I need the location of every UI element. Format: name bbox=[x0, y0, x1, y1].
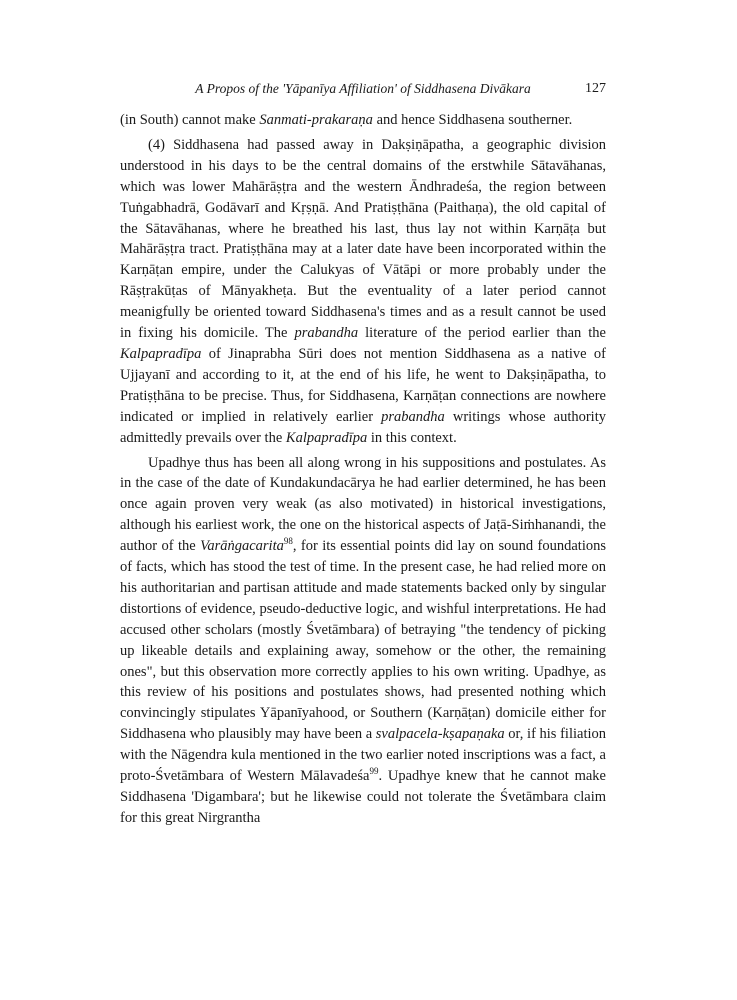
text-run: literature of the period earlier than the bbox=[358, 325, 606, 342]
book-page bbox=[120, 78, 606, 833]
running-header bbox=[120, 78, 606, 100]
italic-term: Kalpapradīpa bbox=[120, 345, 202, 362]
body-text bbox=[120, 110, 606, 829]
page-number: 127 bbox=[585, 81, 606, 96]
italic-term: Varāṅgacarita bbox=[200, 538, 284, 555]
text-run: (4) Siddhasena had passed away in Dakṣiṇāpatha, a geographic division understood in his days to be the central domains of the erstwhile Sātavāhanas, which was lower Mahārāṣṭra and the western Āndhradeśa, the region between Tuṅgabhadrā, Godāvarī and Kṛṣṇā. And Pratiṣṭhāna (Paithaṇa), the old capital of the Sātavāhanas, where he breathed his last, thus lay not within Karṇāṭa but Mahārāṣṭra tract. Pratiṣṭhāna may at a later date have been incorporated within the Karṇāṭan empire, under the Calukyas of Vātāpi or more probably under the Rāṣṭrakūṭas of Mānyakheṭa. But the eventuality of a later period cannot meanigfully be oriented toward Siddhasena's times and as a result cannot be used in fixing his domicile. The bbox=[120, 136, 606, 342]
footnote-ref: 99 bbox=[369, 766, 379, 777]
text-run: Upadhye thus has been all along wrong in his suppositions and postulates. As in the case of the date of Kundakundacārya he had earlier determined, he has been once again proven very weak (as also motivated) in historical investigations, although his earliest work, the one on the historical aspects of Jaṭā-Siṁhanandi, the author of the bbox=[120, 454, 606, 555]
text-run: in this context. bbox=[367, 429, 457, 446]
text-run: . Upadhye knew that he cannot make Siddhasena 'Digambara'; but he likewise could not tolerate the Śvetāmbara claim for this great Nirgrantha bbox=[120, 768, 606, 826]
italic-term: svalpacela-kṣapaṇaka bbox=[375, 726, 505, 743]
text-run: of Jinaprabha Sūri does not mention Siddhasena as a native of Ujjayanī and according to it, at the end of his life, he went to Dakṣiṇāpatha, to Pratiṣṭhāna to be precise. Thus, for Siddhasena, Karṇāṭan connections are nowhere indicated or implied in relatively earlier bbox=[120, 345, 606, 425]
text-run: and hence Siddhasena southerner. bbox=[372, 112, 573, 128]
italic-term: prabandha bbox=[294, 325, 359, 342]
running-title: A Propos of the 'Yāpanīya Affiliation' of Siddhasena Divākara bbox=[195, 81, 531, 96]
italic-term: Sanmati-prakaraṇa bbox=[259, 112, 373, 128]
text-run: writings whose authority admittedly prevails over the bbox=[120, 408, 606, 446]
paragraph bbox=[120, 135, 606, 449]
text-run: , for its essential points did lay on sound foundations of facts, which has stood the test of time. In the present case, he had relied more on his authoritarian and partisan attitude and made statements backed only by singular distortions of evidence, pseudo-deductive logic, and wishful interpretations. He had accused other scholars (mostly Śvetāmbara) of betraying "the tendency of picking up likeable details and explaining away, somehow or the other, the remaining ones", but this observation more correctly applies to his own writing. Upadhye, as this review of his positions and postulates shows, had presented nothing which convincingly stipulates Yāpanīyahood, or Southern (Karṇāṭan) domicile either for Siddhasena who plausibly may have been a bbox=[120, 538, 606, 743]
italic-term: prabandha bbox=[381, 408, 445, 425]
paragraph bbox=[120, 110, 606, 131]
footnote-ref: 98 bbox=[283, 536, 293, 547]
paragraph bbox=[120, 453, 606, 829]
text-run: or, if his filiation with the Nāgendra kula mentioned in the two earlier noted inscriptions was a fact, a proto-Śvetāmbara of Western Mālavadeśa bbox=[120, 726, 606, 785]
italic-term: Kalpapradīpa bbox=[285, 429, 368, 446]
text-run: (in South) cannot make bbox=[120, 112, 260, 128]
